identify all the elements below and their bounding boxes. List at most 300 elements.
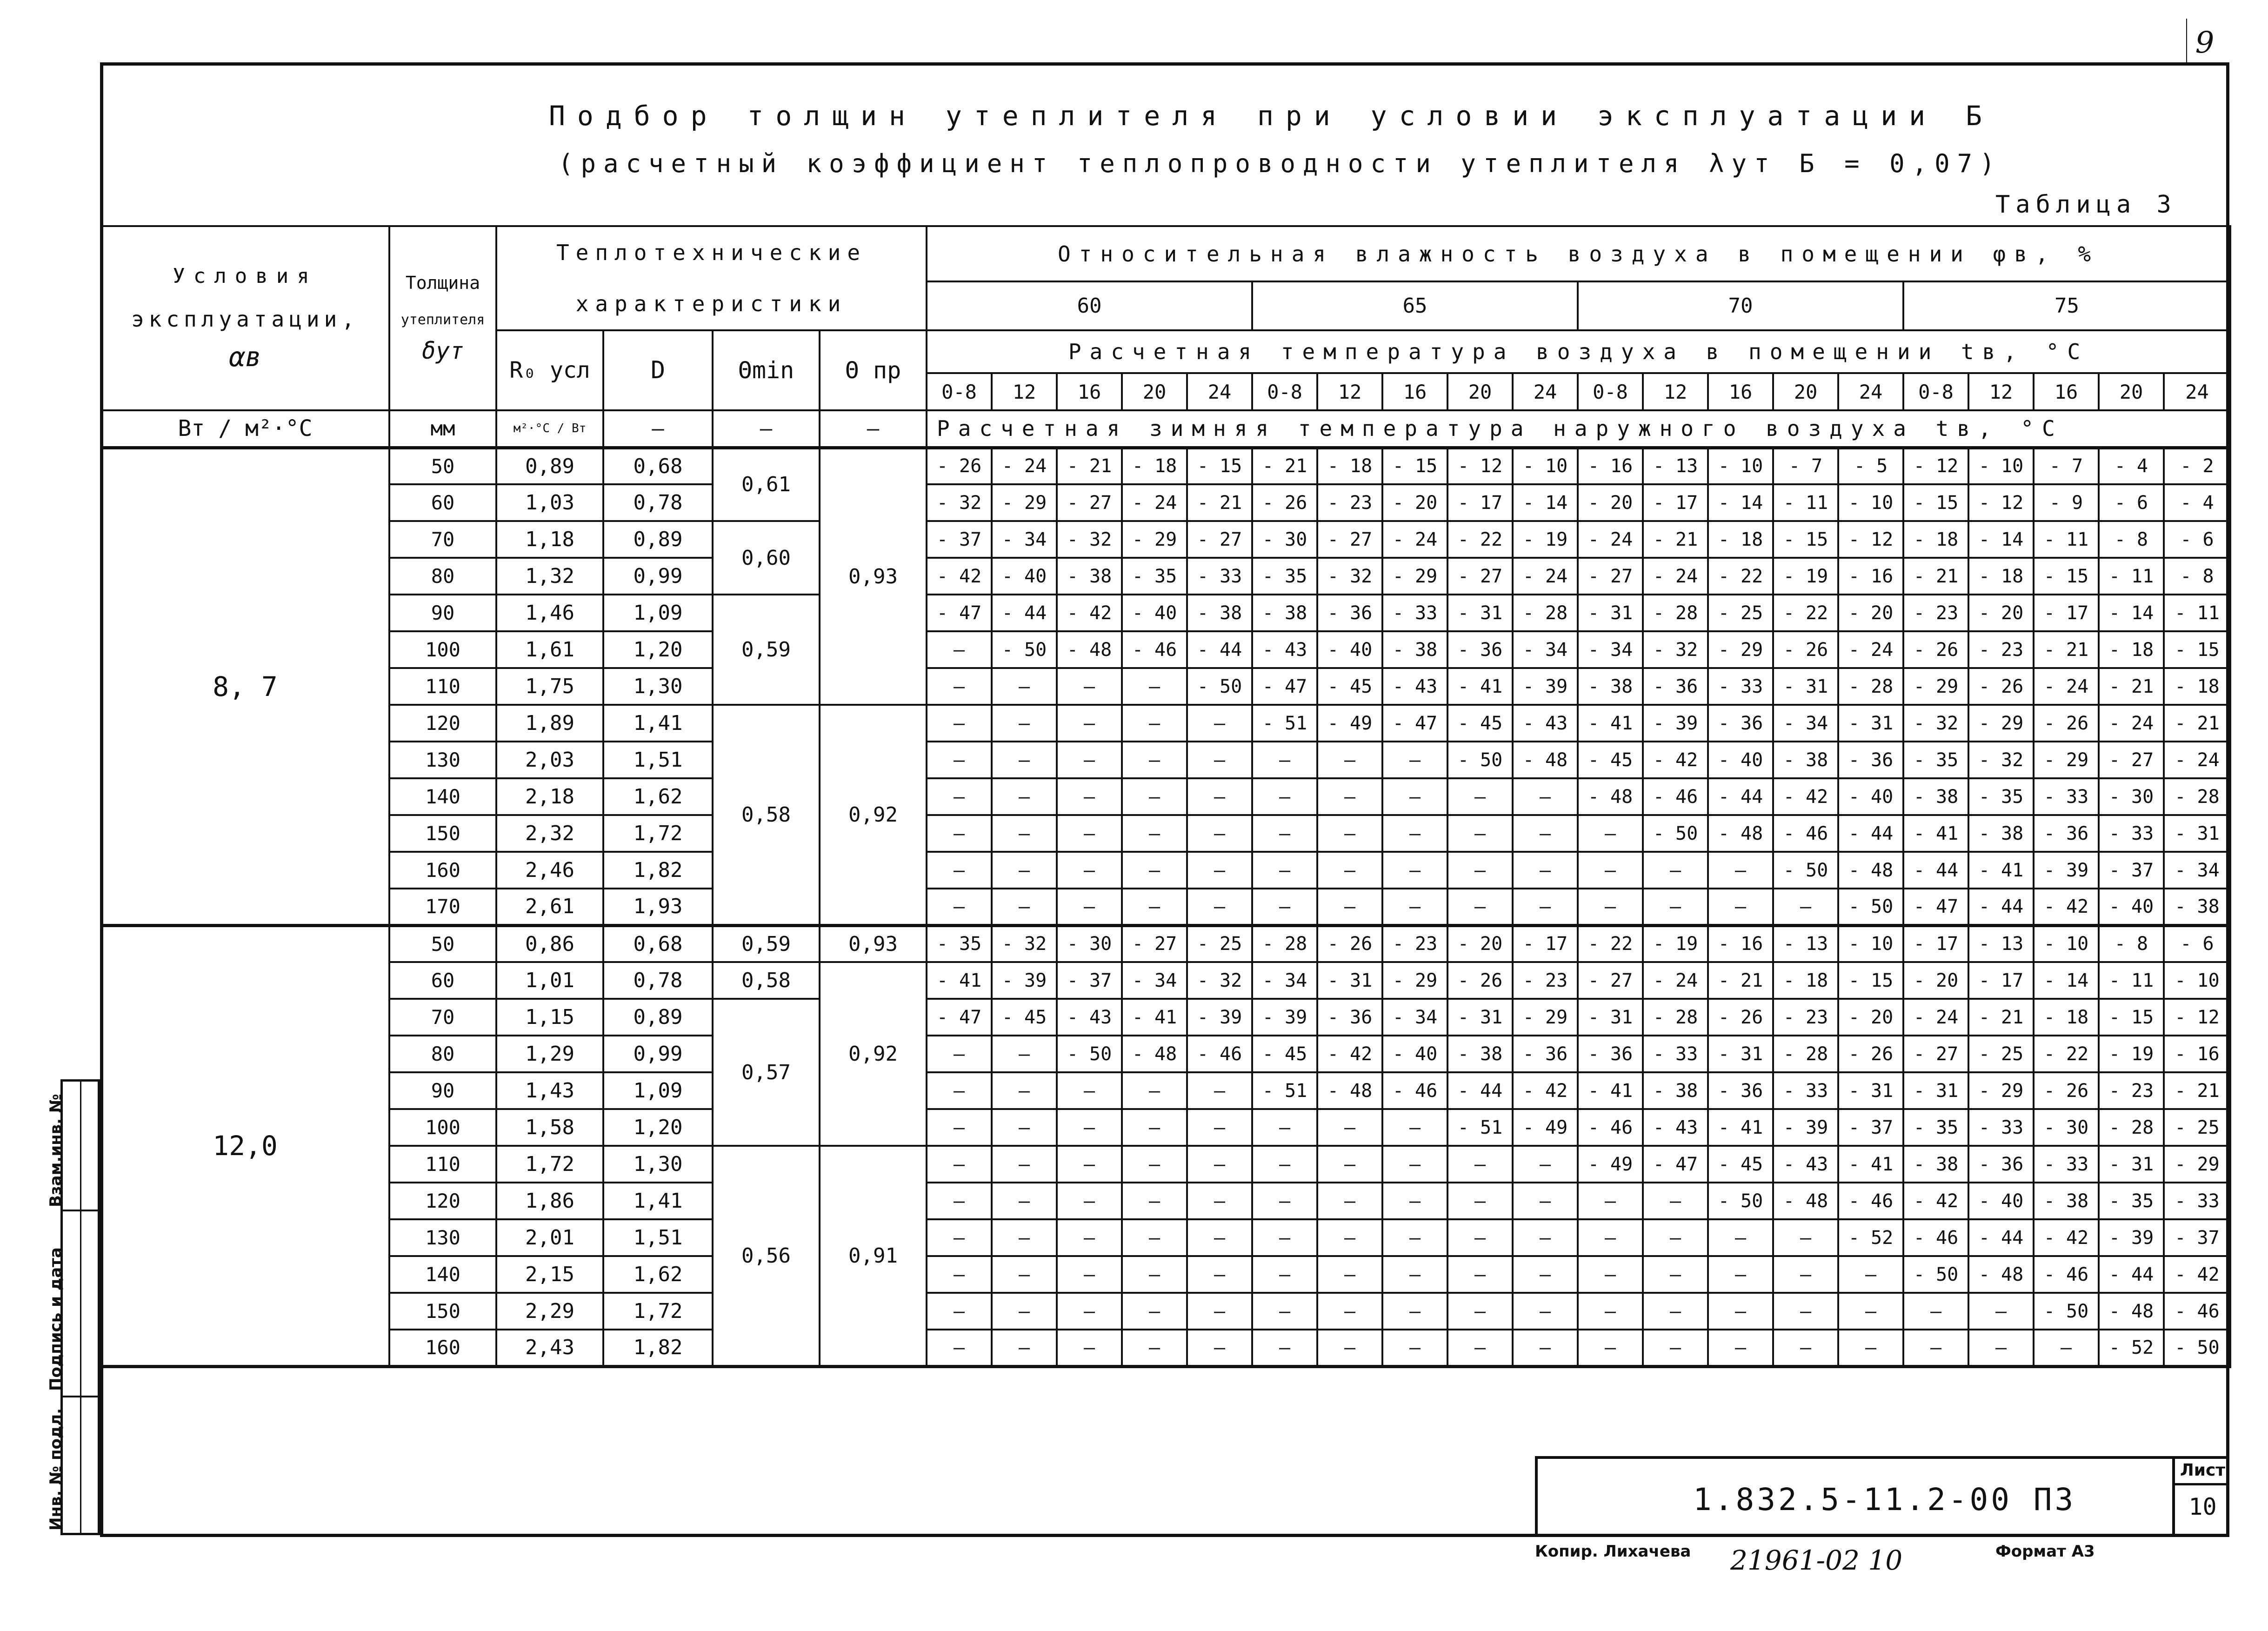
unit-D: — <box>603 410 713 448</box>
outdoor-temp-cell: - 14 <box>1513 484 1578 521</box>
outdoor-temp-cell: — <box>1122 815 1187 852</box>
binding-vzam-label: Взам.инв. № <box>47 1094 65 1207</box>
outdoor-temp-cell: — <box>992 889 1057 925</box>
outdoor-temp-cell: - 49 <box>1513 1109 1578 1146</box>
outdoor-temp-cell: - 27 <box>1122 925 1187 962</box>
outdoor-temp-cell: — <box>1252 1146 1317 1183</box>
thickness-cell: 60 <box>389 962 496 999</box>
outdoor-temp-cell: - 15 <box>1773 521 1838 558</box>
theta-min-cell: 0,59 <box>713 595 820 705</box>
outdoor-temp-cell: - 14 <box>2099 595 2164 631</box>
outdoor-temp-cell: - 28 <box>2099 1109 2164 1146</box>
outdoor-temp-cell: - 30 <box>2034 1109 2099 1146</box>
outdoor-temp-cell: - 40 <box>992 558 1057 595</box>
outdoor-temp-cell: - 24 <box>1643 558 1708 595</box>
outdoor-temp-cell: - 48 <box>1708 815 1773 852</box>
binding-strip-separator <box>60 1210 100 1211</box>
outdoor-temp-cell: - 33 <box>2034 778 2099 815</box>
outdoor-temp-cell: - 19 <box>2099 1036 2164 1072</box>
outdoor-temp-cell: — <box>1448 1293 1513 1330</box>
outdoor-temp-cell: - 22 <box>1448 521 1513 558</box>
document-subtitle: (расчетный коэффициент теплопроводности утеплителя λут Б = 0,07) <box>558 149 2002 178</box>
table-row <box>101 484 2230 521</box>
table-row <box>101 1256 2230 1293</box>
outdoor-temp-cell: - 24 <box>1122 484 1187 521</box>
outdoor-temp-cell: - 41 <box>927 962 992 999</box>
handwritten-number: 21961-02 10 <box>1730 1544 1903 1576</box>
outdoor-temp-cell: - 9 <box>2034 484 2099 521</box>
outdoor-temp-cell: — <box>1252 742 1317 778</box>
outdoor-temp-cell: — <box>927 778 992 815</box>
outdoor-temp-cell: - 17 <box>1968 962 2034 999</box>
outdoor-temp-cell: — <box>1708 1256 1773 1293</box>
r-value-cell: 2,43 <box>496 1330 603 1366</box>
outdoor-temp-cell: — <box>1122 1109 1187 1146</box>
outdoor-temp-cell: - 20 <box>1838 595 1903 631</box>
outdoor-temp-cell: - 22 <box>2034 1036 2099 1072</box>
outdoor-temp-cell: — <box>1382 1293 1448 1330</box>
outdoor-temp-cell: — <box>1122 778 1187 815</box>
outdoor-temp-cell: - 38 <box>1903 1146 1968 1183</box>
outdoor-temp-cell: — <box>992 705 1057 742</box>
header-conditions-line1: Условия <box>173 264 318 288</box>
outdoor-temp-cell: — <box>1708 852 1773 889</box>
outdoor-temp-cell: - 41 <box>1708 1109 1773 1146</box>
binding-strip-divider <box>80 1079 81 1535</box>
outdoor-temp-cell: - 36 <box>1968 1146 2034 1183</box>
outdoor-temp-cell: — <box>1057 852 1122 889</box>
outdoor-temp-cell: - 41 <box>1838 1146 1903 1183</box>
outdoor-temp-cell: - 34 <box>1578 631 1643 668</box>
outdoor-temp-cell: - 35 <box>1252 558 1317 595</box>
outdoor-temp-cell: — <box>1448 1219 1513 1256</box>
outdoor-temp-cell: - 7 <box>1773 448 1838 484</box>
outdoor-temp-cell: - 44 <box>1838 815 1903 852</box>
indoor-temp-cell: 16 <box>1057 373 1122 410</box>
outdoor-temp-cell: - 17 <box>1513 925 1578 962</box>
outdoor-temp-cell: - 6 <box>2099 484 2164 521</box>
outdoor-temp-cell: - 18 <box>2164 668 2230 705</box>
d-value-cell: 1,09 <box>603 595 713 631</box>
outdoor-temp-cell: — <box>1317 1109 1382 1146</box>
outdoor-temp-cell: - 28 <box>2164 778 2230 815</box>
outdoor-temp-cell: — <box>1513 852 1578 889</box>
outdoor-temp-cell: - 46 <box>1643 778 1708 815</box>
outdoor-temp-cell: - 26 <box>1968 668 2034 705</box>
header-D: D <box>603 330 713 410</box>
outdoor-temp-cell: - 39 <box>992 962 1057 999</box>
d-value-cell: 1,51 <box>603 1219 713 1256</box>
outdoor-temp-cell: - 19 <box>1773 558 1838 595</box>
outdoor-temp-cell: - 7 <box>2034 448 2099 484</box>
outdoor-temp-cell: - 50 <box>1057 1036 1122 1072</box>
outdoor-temp-cell: — <box>1122 1219 1187 1256</box>
outdoor-temp-cell: - 28 <box>1838 668 1903 705</box>
outdoor-temp-cell: — <box>1578 1183 1643 1219</box>
table-row <box>101 705 2230 742</box>
r-value-cell: 1,58 <box>496 1109 603 1146</box>
outdoor-temp-cell: — <box>1057 1293 1122 1330</box>
outdoor-temp-cell: - 46 <box>1187 1036 1252 1072</box>
indoor-temp-cell: 12 <box>1317 373 1382 410</box>
outdoor-temp-cell: — <box>1057 742 1122 778</box>
outdoor-temp-cell: - 37 <box>927 521 992 558</box>
outdoor-temp-cell: — <box>992 815 1057 852</box>
outdoor-temp-cell: — <box>1252 1256 1317 1293</box>
outdoor-temp-cell: - 15 <box>1382 448 1448 484</box>
outdoor-temp-cell: — <box>927 1072 992 1109</box>
outdoor-temp-cell: — <box>1252 778 1317 815</box>
outdoor-temp-cell: - 39 <box>1513 668 1578 705</box>
outdoor-temp-cell: — <box>927 1256 992 1293</box>
table-row <box>101 999 2230 1036</box>
outdoor-temp-cell: - 20 <box>1578 484 1643 521</box>
outdoor-temp-cell: - 22 <box>1578 925 1643 962</box>
outdoor-temp-cell: - 10 <box>1968 448 2034 484</box>
outdoor-temp-cell: — <box>1187 852 1252 889</box>
indoor-temp-cell: 24 <box>2164 373 2230 410</box>
indoor-temp-cell: 12 <box>1968 373 2034 410</box>
outdoor-temp-cell: - 20 <box>1838 999 1903 1036</box>
outdoor-temp-cell: — <box>927 668 992 705</box>
outdoor-temp-cell: — <box>1122 852 1187 889</box>
outdoor-temp-cell: — <box>1252 1219 1317 1256</box>
r-value-cell: 1,03 <box>496 484 603 521</box>
humidity-75: 75 <box>1903 281 2230 330</box>
outdoor-temp-cell: - 52 <box>1838 1219 1903 1256</box>
outdoor-temp-cell: — <box>1448 1256 1513 1293</box>
outdoor-temp-cell: - 23 <box>1317 484 1382 521</box>
outdoor-temp-cell: - 11 <box>2164 595 2230 631</box>
outdoor-temp-cell: — <box>1773 1330 1838 1366</box>
outdoor-temp-cell: - 6 <box>2164 521 2230 558</box>
outdoor-temp-cell: — <box>1643 889 1708 925</box>
outdoor-temp-cell: - 47 <box>927 999 992 1036</box>
outdoor-temp-cell: - 33 <box>2099 815 2164 852</box>
outdoor-temp-cell: - 32 <box>927 484 992 521</box>
r-value-cell: 1,89 <box>496 705 603 742</box>
outdoor-temp-cell: - 42 <box>927 558 992 595</box>
outdoor-temp-cell: - 32 <box>1057 521 1122 558</box>
r-value-cell: 2,03 <box>496 742 603 778</box>
outdoor-temp-cell: - 23 <box>1968 631 2034 668</box>
outdoor-temp-cell: - 36 <box>1838 742 1903 778</box>
outdoor-temp-cell: - 50 <box>1903 1256 1968 1293</box>
outdoor-temp-cell: - 33 <box>1968 1109 2034 1146</box>
outdoor-temp-cell: - 38 <box>1382 631 1448 668</box>
outdoor-temp-cell: - 25 <box>1708 595 1773 631</box>
outdoor-temp-cell: — <box>1057 1330 1122 1366</box>
theta-pr-cell: 0,91 <box>820 1146 927 1366</box>
theta-pr-cell: 0,93 <box>820 925 927 962</box>
outdoor-temp-cell: - 43 <box>1773 1146 1838 1183</box>
theta-min-cell: 0,61 <box>713 448 820 521</box>
outdoor-temp-cell: - 51 <box>1252 1072 1317 1109</box>
outdoor-temp-cell: - 36 <box>1317 999 1382 1036</box>
table-row <box>101 1109 2230 1146</box>
outdoor-temp-cell: — <box>1382 1146 1448 1183</box>
outdoor-temp-cell: - 46 <box>1838 1183 1903 1219</box>
d-value-cell: 1,41 <box>603 1183 713 1219</box>
outdoor-temp-cell: - 29 <box>1382 962 1448 999</box>
outdoor-temp-cell: - 16 <box>2164 1036 2230 1072</box>
outdoor-temp-cell: — <box>927 631 992 668</box>
outdoor-temp-cell: - 34 <box>992 521 1057 558</box>
binding-inventory-label: Инв. № подл. <box>47 1408 65 1531</box>
thickness-cell: 150 <box>389 1293 496 1330</box>
indoor-temp-cell: 16 <box>1708 373 1773 410</box>
outdoor-temp-cell: — <box>1578 815 1643 852</box>
outdoor-temp-cell: - 32 <box>1968 742 2034 778</box>
outdoor-temp-cell: — <box>1057 889 1122 925</box>
outdoor-temp-cell: — <box>1317 1146 1382 1183</box>
outdoor-temp-cell: — <box>1382 889 1448 925</box>
outdoor-temp-cell: - 46 <box>1382 1072 1448 1109</box>
outdoor-temp-cell: - 48 <box>1122 1036 1187 1072</box>
theta-pr-cell: 0,92 <box>820 705 927 925</box>
outdoor-temp-cell: - 27 <box>1578 558 1643 595</box>
outdoor-temp-cell: — <box>927 815 992 852</box>
outdoor-temp-cell: — <box>1382 1330 1448 1366</box>
d-value-cell: 1,62 <box>603 778 713 815</box>
outdoor-temp-cell: - 29 <box>1382 558 1448 595</box>
theta-min-cell: 0,57 <box>713 999 820 1146</box>
outdoor-temp-cell: - 32 <box>1187 962 1252 999</box>
d-value-cell: 0,68 <box>603 925 713 962</box>
outdoor-temp-cell: — <box>1578 852 1643 889</box>
outdoor-temp-cell: - 48 <box>1838 852 1903 889</box>
outdoor-temp-cell: — <box>1122 705 1187 742</box>
outdoor-temp-cell: - 50 <box>2034 1293 2099 1330</box>
outdoor-temp-cell: - 34 <box>1382 999 1448 1036</box>
outdoor-temp-cell: — <box>1317 1219 1382 1256</box>
table-row <box>101 631 2230 668</box>
outdoor-temp-cell: - 38 <box>1578 668 1643 705</box>
outdoor-temp-cell: - 15 <box>1903 484 1968 521</box>
r-value-cell: 1,75 <box>496 668 603 705</box>
outdoor-temp-cell: - 39 <box>1773 1109 1838 1146</box>
header-humidity: Относительная влажность воздуха в помещении φв, % <box>927 226 2230 281</box>
outdoor-temp-cell: — <box>1903 1330 1968 1366</box>
outdoor-temp-cell: — <box>1187 1183 1252 1219</box>
outdoor-temp-cell: - 5 <box>1838 448 1903 484</box>
outdoor-temp-cell: — <box>1057 705 1122 742</box>
table-row <box>101 521 2230 558</box>
outdoor-temp-cell: - 37 <box>1838 1109 1903 1146</box>
outdoor-temp-cell: - 24 <box>2164 742 2230 778</box>
outdoor-temp-cell: - 11 <box>2034 521 2099 558</box>
outdoor-temp-cell: - 25 <box>2164 1109 2230 1146</box>
outdoor-temp-cell: - 23 <box>1382 925 1448 962</box>
outdoor-temp-cell: - 42 <box>1773 778 1838 815</box>
document-title: Подбор толщин утеплителя при условии эксплуатации Б <box>549 100 1994 132</box>
outdoor-temp-cell: - 49 <box>1317 705 1382 742</box>
outdoor-temp-cell: - 23 <box>1513 962 1578 999</box>
outdoor-temp-cell: — <box>1057 668 1122 705</box>
outdoor-temp-cell: - 24 <box>2034 668 2099 705</box>
outdoor-temp-cell: - 36 <box>1643 668 1708 705</box>
d-value-cell: 0,78 <box>603 484 713 521</box>
outdoor-temp-cell: - 29 <box>1903 668 1968 705</box>
outdoor-temp-cell: - 46 <box>1122 631 1187 668</box>
header-conditions-symbol: αв <box>229 341 261 373</box>
outdoor-temp-cell: - 15 <box>1838 962 1903 999</box>
outdoor-temp-cell: - 19 <box>1643 925 1708 962</box>
outdoor-temp-cell: - 43 <box>1643 1109 1708 1146</box>
outdoor-temp-cell: - 27 <box>1448 558 1513 595</box>
outdoor-temp-cell: - 12 <box>1903 448 1968 484</box>
table-row <box>101 852 2230 889</box>
outdoor-temp-cell: — <box>1643 1256 1708 1293</box>
outdoor-temp-cell: - 39 <box>2034 852 2099 889</box>
outdoor-temp-cell: - 31 <box>1578 595 1643 631</box>
outdoor-temp-cell: — <box>1252 852 1317 889</box>
outdoor-temp-cell: - 21 <box>1968 999 2034 1036</box>
outdoor-temp-cell: — <box>1513 889 1578 925</box>
outdoor-temp-cell: — <box>1448 1183 1513 1219</box>
outdoor-temp-cell: - 29 <box>1968 1072 2034 1109</box>
header-conditions <box>101 226 389 410</box>
outdoor-temp-cell: - 18 <box>1122 448 1187 484</box>
outdoor-temp-cell: - 46 <box>1773 815 1838 852</box>
sheet-number: 10 <box>2188 1493 2217 1520</box>
outdoor-temp-cell: - 47 <box>1643 1146 1708 1183</box>
title-block-divider <box>2172 1456 2175 1537</box>
outdoor-temp-cell: - 18 <box>1968 558 2034 595</box>
header-R: R₀ усл <box>496 330 603 410</box>
d-value-cell: 0,68 <box>603 448 713 484</box>
indoor-temp-cell: 20 <box>1122 373 1187 410</box>
outdoor-temp-cell: — <box>1122 889 1187 925</box>
outdoor-temp-cell: — <box>1187 778 1252 815</box>
indoor-temp-cell: 24 <box>1513 373 1578 410</box>
outdoor-temp-cell: - 30 <box>1057 925 1122 962</box>
outdoor-temp-cell: - 45 <box>1317 668 1382 705</box>
outdoor-temp-cell: - 28 <box>1643 999 1708 1036</box>
indoor-temp-cell: 16 <box>1382 373 1448 410</box>
thickness-cell: 120 <box>389 705 496 742</box>
table-row <box>101 815 2230 852</box>
outdoor-temp-cell: - 39 <box>1252 999 1317 1036</box>
outdoor-temp-cell: - 44 <box>1968 1219 2034 1256</box>
outdoor-temp-cell: — <box>1317 1183 1382 1219</box>
outdoor-temp-cell: - 42 <box>1643 742 1708 778</box>
outdoor-temp-cell: - 31 <box>1317 962 1382 999</box>
outdoor-temp-cell: — <box>992 1036 1057 1072</box>
outdoor-temp-cell: - 42 <box>2034 1219 2099 1256</box>
outdoor-temp-cell: - 48 <box>1968 1256 2034 1293</box>
outdoor-temp-cell: - 44 <box>1187 631 1252 668</box>
thickness-cell: 70 <box>389 521 496 558</box>
outdoor-temp-cell: — <box>927 1036 992 1072</box>
outdoor-temp-cell: - 26 <box>2034 1072 2099 1109</box>
outdoor-temp-cell: - 38 <box>2164 889 2230 925</box>
outdoor-temp-cell: - 29 <box>992 484 1057 521</box>
outdoor-temp-cell: - 12 <box>1968 484 2034 521</box>
outdoor-temp-cell: - 39 <box>1643 705 1708 742</box>
outdoor-temp-cell: — <box>927 1330 992 1366</box>
outdoor-temp-cell: - 44 <box>1903 852 1968 889</box>
outdoor-temp-cell: — <box>1513 815 1578 852</box>
indoor-temp-cell: 0-8 <box>1578 373 1643 410</box>
outdoor-temp-cell: - 17 <box>2034 595 2099 631</box>
outdoor-temp-cell: — <box>1513 1183 1578 1219</box>
outdoor-temp-cell: - 14 <box>1968 521 2034 558</box>
unit-theta-min: — <box>713 410 820 448</box>
outdoor-temp-cell: - 36 <box>1708 1072 1773 1109</box>
d-value-cell: 1,72 <box>603 1293 713 1330</box>
outdoor-temp-cell: — <box>1187 705 1252 742</box>
d-value-cell: 0,99 <box>603 1036 713 1072</box>
outdoor-temp-cell: — <box>1187 1146 1252 1183</box>
outdoor-temp-cell: — <box>1448 852 1513 889</box>
outdoor-temp-cell: - 41 <box>1122 999 1187 1036</box>
outdoor-temp-cell: — <box>1187 1256 1252 1293</box>
outdoor-temp-cell: — <box>1317 1256 1382 1293</box>
table-row <box>101 1146 2230 1183</box>
insulation-thickness-table <box>100 225 2231 1368</box>
outdoor-temp-cell: - 21 <box>1643 521 1708 558</box>
r-value-cell: 2,29 <box>496 1293 603 1330</box>
outdoor-temp-cell: - 26 <box>1838 1036 1903 1072</box>
unit-R: м²·°С / Вт <box>496 410 603 448</box>
outdoor-temp-cell: - 27 <box>1187 521 1252 558</box>
outdoor-temp-cell: - 18 <box>2034 999 2099 1036</box>
outdoor-temp-cell: - 48 <box>1057 631 1122 668</box>
outdoor-temp-cell: — <box>1708 889 1773 925</box>
outdoor-temp-cell: — <box>992 778 1057 815</box>
unit-conditions: Вт / м²·°С <box>101 410 389 448</box>
outdoor-temp-cell: — <box>992 1330 1057 1366</box>
outdoor-temp-cell: — <box>1057 778 1122 815</box>
outdoor-temp-cell: - 29 <box>1968 705 2034 742</box>
outdoor-temp-cell: — <box>1382 1256 1448 1293</box>
outdoor-temp-cell: — <box>1513 1219 1578 1256</box>
theta-min-cell: 0,60 <box>713 521 820 595</box>
outdoor-temp-cell: - 35 <box>2099 1183 2164 1219</box>
outdoor-temp-cell: - 36 <box>1708 705 1773 742</box>
thickness-cell: 140 <box>389 778 496 815</box>
outdoor-temp-cell: - 22 <box>1773 595 1838 631</box>
outdoor-temp-cell: — <box>992 1183 1057 1219</box>
outdoor-temp-cell: — <box>992 1219 1057 1256</box>
table-row <box>101 558 2230 595</box>
outdoor-temp-cell: - 50 <box>1708 1183 1773 1219</box>
thickness-cell: 110 <box>389 668 496 705</box>
outdoor-temp-cell: — <box>1708 1330 1773 1366</box>
binding-signature-label: Подпись и дата <box>47 1247 65 1391</box>
outdoor-temp-cell: - 27 <box>1317 521 1382 558</box>
table-row <box>101 1072 2230 1109</box>
outdoor-temp-cell: - 35 <box>1903 1109 1968 1146</box>
outdoor-temp-cell: - 26 <box>1252 484 1317 521</box>
outdoor-temp-cell: - 46 <box>1578 1109 1643 1146</box>
outdoor-temp-cell: - 50 <box>1643 815 1708 852</box>
outdoor-temp-cell: - 10 <box>1513 448 1578 484</box>
header-thickness-symbol: δут <box>421 337 464 364</box>
outdoor-temp-cell: - 12 <box>1838 521 1903 558</box>
outdoor-temp-cell: - 51 <box>1252 705 1317 742</box>
outdoor-temp-cell: - 32 <box>992 925 1057 962</box>
outdoor-temp-cell: - 27 <box>1578 962 1643 999</box>
outdoor-temp-cell: - 26 <box>1903 631 1968 668</box>
format-label: Формат А3 <box>1995 1542 2095 1561</box>
outdoor-temp-cell: — <box>1317 815 1382 852</box>
outdoor-temp-cell: - 23 <box>1773 999 1838 1036</box>
r-value-cell: 0,89 <box>496 448 603 484</box>
table-row <box>101 1183 2230 1219</box>
outdoor-temp-cell: - 38 <box>1903 778 1968 815</box>
